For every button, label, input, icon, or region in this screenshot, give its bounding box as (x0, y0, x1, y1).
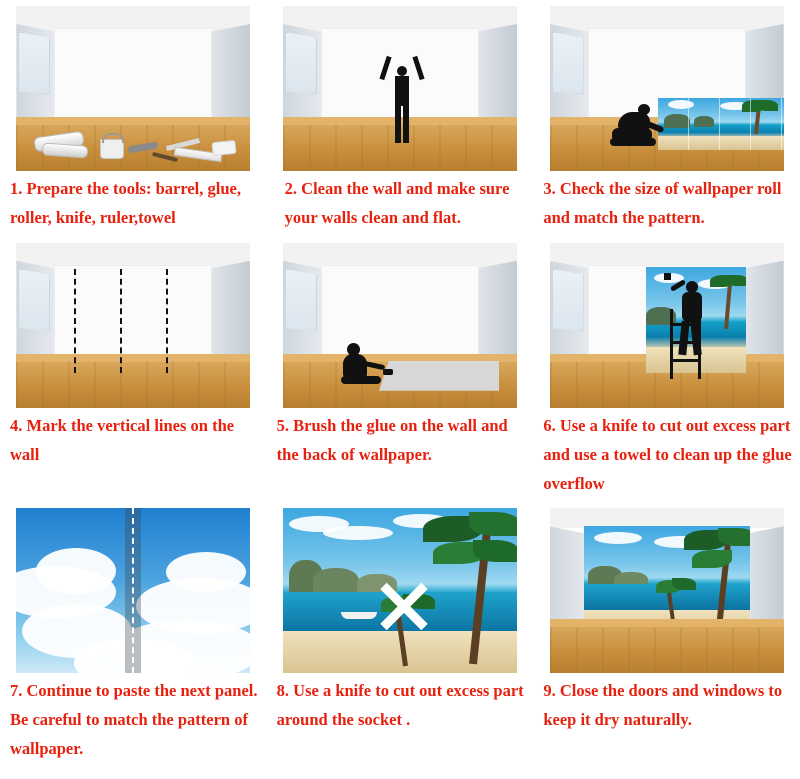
boat-icon (341, 612, 377, 619)
step-card-6 (533, 237, 800, 503)
socket-x-cut-mark (375, 578, 433, 636)
window (18, 32, 50, 94)
panel-seam (125, 508, 141, 673)
step-caption-5: 5. Brush the glue on the wall and the back of wallpaper. (276, 415, 508, 464)
step-image-2 (283, 6, 517, 171)
person-silhouette (379, 56, 423, 144)
step-image-4 (16, 243, 250, 408)
step-card-2 (267, 0, 534, 237)
window (18, 269, 50, 331)
window (285, 269, 317, 331)
vertical-mark-line (120, 269, 122, 373)
step-caption-2: 2. Clean the wall and make sure your walls clean and flat. (284, 179, 510, 227)
step-card-7 (0, 502, 267, 768)
step-caption-6: 6. Use a knife to cut out excess part and use a towel to clean up the glue overflow (543, 415, 792, 493)
step-image-6 (550, 243, 784, 408)
bucket-handle-icon (102, 133, 124, 143)
person-silhouette (341, 343, 405, 389)
step-image-9 (550, 508, 784, 673)
window (285, 32, 317, 94)
person-silhouette (608, 102, 668, 150)
towel-icon (212, 140, 237, 156)
knife-icon (664, 273, 671, 280)
window (552, 269, 584, 331)
step-card-5 (267, 237, 534, 503)
window (552, 32, 584, 94)
step-caption-9: 9. Close the doors and windows to keep it dry naturally. (543, 681, 783, 730)
person-silhouette (668, 277, 720, 363)
step-caption-7: 7. Continue to paste the next panel. Be careful to match the pattern of wallpaper. (10, 681, 258, 759)
step-card-9 (533, 502, 800, 768)
step-image-5 (283, 243, 517, 408)
step-card-8 (267, 502, 534, 768)
step-image-1 (16, 6, 250, 171)
ceiling (550, 508, 784, 528)
wallpaper-roll-mural (658, 98, 784, 150)
step-card-4 (0, 237, 267, 503)
floor (550, 625, 784, 673)
step-caption-8: 8. Use a knife to cut out excess part around the socket . (276, 681, 524, 730)
step-caption-4: 4. Mark the vertical lines on the wall (10, 415, 235, 464)
step-caption-3: 3. Check the size of wallpaper roll and match the pattern. (543, 179, 782, 227)
step-image-3 (550, 6, 784, 171)
floor (16, 360, 250, 408)
step-image-8 (283, 508, 517, 673)
brush-icon (383, 369, 393, 375)
vertical-mark-line (74, 269, 76, 373)
step-caption-1: 1. Prepare the tools: barrel, glue, roller, knife, ruler,towel (10, 179, 241, 227)
step-image-7 (16, 508, 250, 673)
step-card-1 (0, 0, 267, 237)
step-card-3 (533, 0, 800, 237)
vertical-mark-line (166, 269, 168, 373)
